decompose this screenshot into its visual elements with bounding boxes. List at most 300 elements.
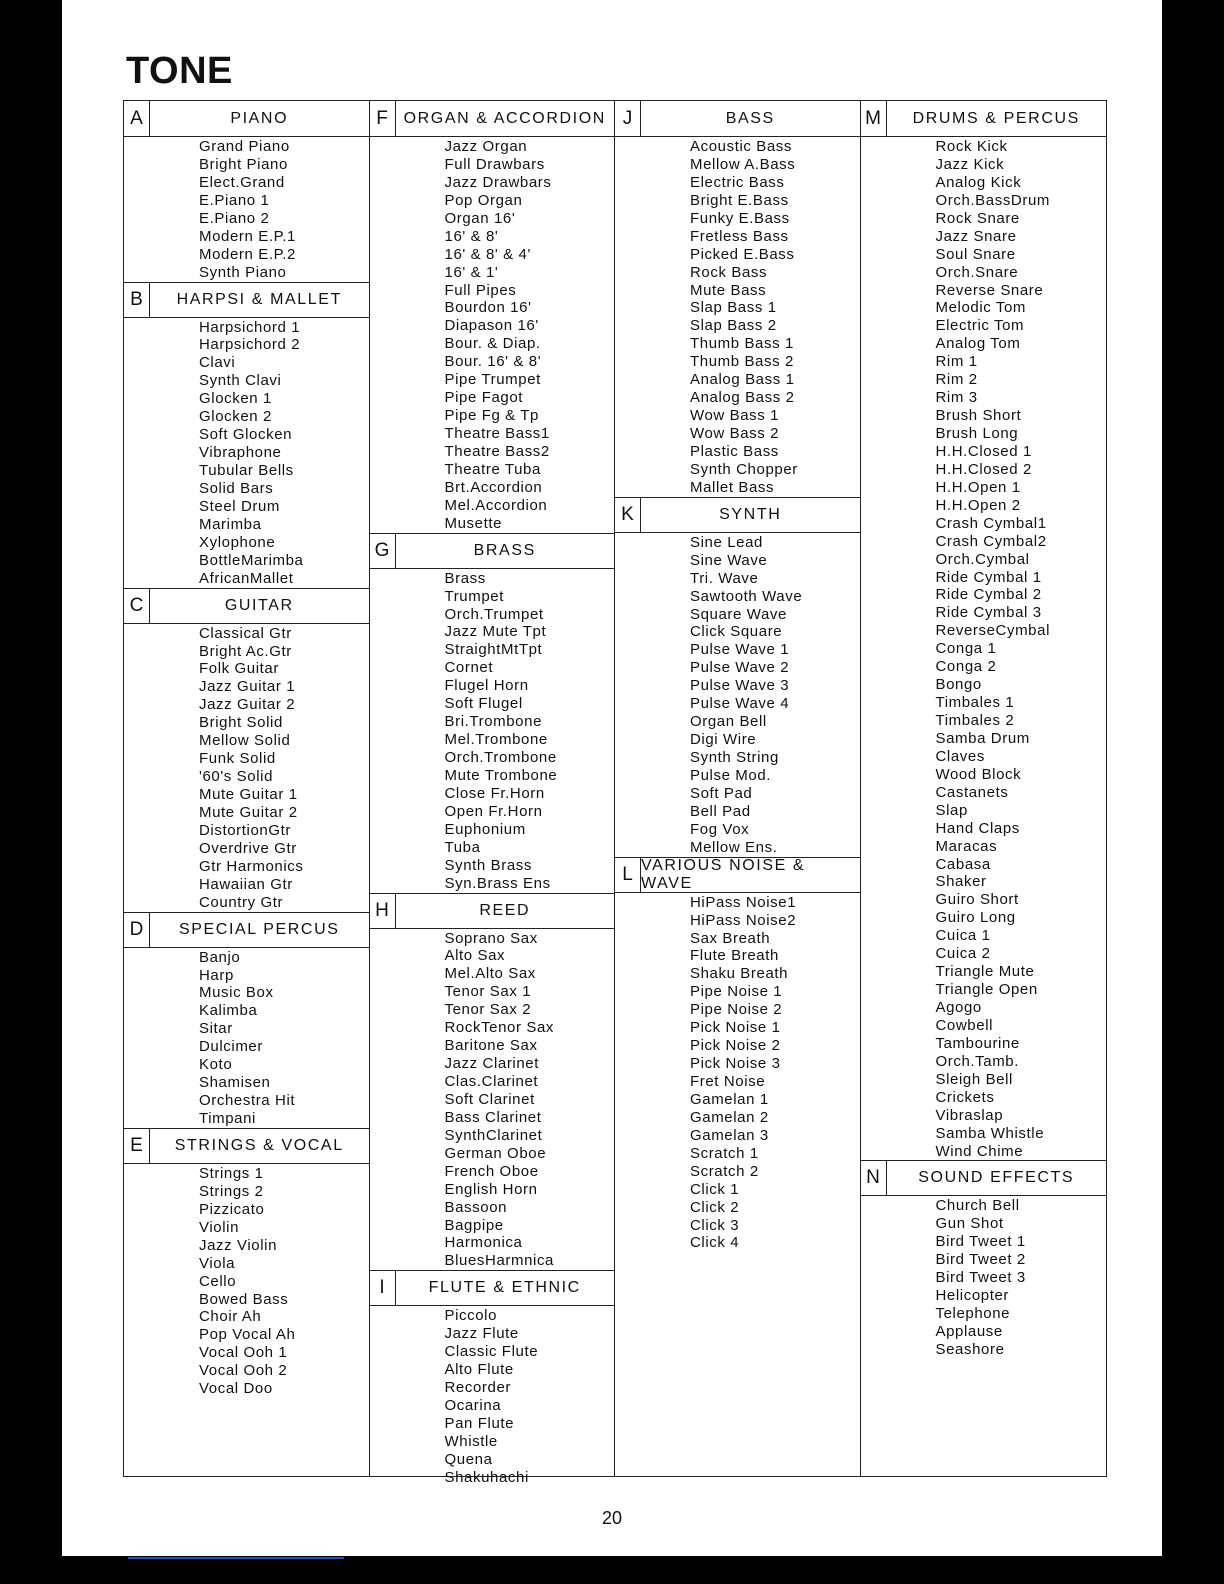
tone-item: Alto Flute (444, 1361, 514, 1379)
tone-item: Samba Whistle (935, 1124, 1045, 1142)
tone-item: Click 1 (690, 1180, 740, 1198)
tone-item: Pipe Noise 1 (690, 983, 783, 1001)
tone-table (123, 100, 1107, 1486)
tone-item: Pulse Mod. (690, 766, 772, 784)
section-letter: G (370, 534, 396, 568)
tone-item: Electric Tom (935, 317, 1025, 335)
tone-item: Jazz Flute (444, 1325, 519, 1343)
tone-item: Samba Drum (935, 729, 1030, 747)
tone-item: Classical Gtr (199, 624, 292, 642)
section-header (370, 1270, 615, 1306)
manual-page (62, 0, 1162, 1556)
section-letter: D (124, 913, 150, 947)
tone-item: Pick Noise 1 (690, 1019, 781, 1037)
section-header (124, 282, 369, 318)
tone-item: Mute Guitar 2 (199, 803, 298, 821)
tone-item: Analog Kick (935, 173, 1022, 191)
tone-item: DistortionGtr (199, 821, 291, 839)
tone-item: Mute Trombone (444, 766, 558, 784)
tone-item: Vocal Doo (199, 1380, 273, 1398)
section-name: STRINGS & VOCAL (174, 1136, 344, 1154)
tone-item: Electric Bass (690, 173, 785, 191)
tone-item: HiPass Noise1 (690, 893, 797, 911)
tone-item: Bour. 16' & 8' (444, 353, 542, 371)
tone-item: Bright Piano (199, 155, 288, 173)
tone-item: Bright Solid (199, 714, 283, 732)
tone-item: Rock Bass (690, 263, 768, 281)
tone-list (370, 1306, 615, 1486)
tone-item: Tenor Sax 2 (444, 1001, 532, 1019)
tone-item: Wow Bass 2 (690, 425, 780, 442)
tone-item: Wind Chime (935, 1142, 1024, 1160)
tone-item: Bright Ac.Gtr (199, 642, 292, 660)
tone-item: Analog Bass 1 (690, 371, 795, 389)
tone-item: Harp (199, 966, 234, 984)
tone-item: Telephone (935, 1305, 1011, 1323)
tone-item: Tri. Wave (690, 569, 759, 587)
tone-item: Grand Piano (199, 138, 290, 155)
tone-item: Cuica 2 (935, 945, 991, 963)
section-letter: B (124, 283, 150, 317)
tone-item: Flugel Horn (444, 677, 529, 695)
tone-item: Pipe Noise 2 (690, 1001, 783, 1019)
tone-item: Cuica 1 (935, 927, 991, 945)
tone-item: Vocal Ooh 2 (199, 1362, 288, 1380)
tone-item: Bell Pad (690, 802, 751, 820)
tone-item: SynthClarinet (444, 1126, 543, 1144)
tone-item: Cello (199, 1272, 237, 1290)
tone-item: Scratch 1 (690, 1144, 759, 1162)
tone-item: Fret Noise (690, 1073, 766, 1090)
tone-item: E.Piano 2 (199, 209, 270, 227)
tone-item: Mel.Alto Sax (444, 965, 536, 983)
tone-item: Funky E.Bass (690, 209, 790, 227)
section-header (370, 893, 615, 929)
tone-item: Maracas (935, 837, 998, 855)
tone-item: Jazz Clarinet (444, 1055, 539, 1073)
tone-item: Soft Glocken (199, 426, 293, 444)
section-letter: J (615, 101, 641, 136)
tone-item: Click 4 (690, 1234, 740, 1252)
tone-item: Koto (199, 1056, 233, 1074)
tone-item: Vibraphone (199, 444, 282, 462)
section-name: HARPSI & MALLET (176, 290, 342, 308)
tone-item: Pipe Trumpet (444, 371, 541, 389)
tone-column (124, 101, 370, 1476)
tone-item: Guiro Short (935, 891, 1019, 909)
tone-item: Conga 2 (935, 658, 997, 676)
section-name: PIANO (230, 109, 289, 127)
tone-item: Fog Vox (690, 820, 750, 838)
tone-item: Rock Snare (935, 209, 1020, 227)
tone-item: Conga 1 (935, 640, 997, 658)
section-name: BASS (725, 109, 775, 127)
tone-item: Ride Cymbal 1 (935, 568, 1042, 586)
tone-item: Slap (935, 801, 968, 819)
section-letter: C (124, 589, 150, 623)
tone-list (615, 893, 860, 1253)
section-letter: A (124, 101, 150, 136)
tone-item: Alto Sax (444, 947, 506, 965)
tone-item: Piccolo (444, 1307, 498, 1325)
tone-item: Seashore (935, 1340, 1005, 1358)
tone-item: Bowed Bass (199, 1290, 289, 1308)
tone-item: Full Pipes (444, 281, 517, 299)
tone-item: Ocarina (444, 1397, 502, 1414)
section-header (615, 857, 860, 893)
tone-item: Crash Cymbal1 (935, 514, 1047, 532)
section-header (370, 533, 615, 569)
tone-list (124, 624, 369, 912)
tone-item: Strings 1 (199, 1164, 264, 1182)
tone-item: Mellow Solid (199, 732, 291, 750)
tone-item: Music Box (199, 984, 274, 1002)
tone-item: Modern E.P.1 (199, 227, 296, 245)
section-header (615, 101, 860, 137)
section-letter: L (615, 858, 641, 892)
tone-item: Choir Ah (199, 1308, 262, 1326)
tone-item: Plastic Bass (690, 442, 779, 460)
tone-item: Square Wave (690, 605, 787, 623)
tone-item: Pan Flute (444, 1414, 515, 1432)
tone-item: Pulse Wave 1 (690, 641, 790, 659)
tone-item: Melodic Tom (935, 299, 1027, 317)
section-letter: F (370, 101, 396, 136)
tone-item: Cabasa (935, 855, 991, 873)
tone-item: Pop Organ (444, 191, 523, 209)
tone-item: Theatre Tuba (444, 460, 541, 478)
tone-item: Thumb Bass 2 (690, 353, 794, 371)
tone-item: '60's Solid (199, 768, 274, 786)
tone-item: Brass (444, 569, 486, 587)
tone-item: 16' & 8' (444, 227, 499, 245)
tone-item: Trumpet (444, 587, 504, 605)
section-name: VARIOUS NOISE & WAVE (641, 856, 806, 892)
tone-item: Thumb Bass 1 (690, 335, 794, 353)
tone-item: BluesHarmnica (444, 1252, 555, 1270)
tone-item: Mute Bass (690, 281, 767, 299)
tone-item: Close Fr.Horn (444, 784, 545, 802)
tone-item: Pulse Wave 3 (690, 677, 790, 695)
tone-item: Bourdon 16' (444, 299, 532, 317)
section-header (124, 588, 369, 624)
scan-border (0, 1556, 1224, 1584)
tone-item: Clas.Clarinet (444, 1073, 539, 1090)
tone-item: Mel.Accordion (444, 496, 548, 514)
tone-item: Open Fr.Horn (444, 802, 543, 820)
tone-item: French Oboe (444, 1162, 539, 1180)
tone-item: Xylophone (199, 533, 276, 551)
tone-item: Castanets (935, 783, 1009, 801)
tone-item: Orchestra Hit (199, 1092, 296, 1110)
tone-item: Gamelan 1 (690, 1090, 769, 1108)
tone-item: Tuba (444, 838, 481, 856)
tone-item: Brush Short (935, 407, 1022, 425)
tone-item: Pipe Fg & Tp (444, 407, 539, 425)
section-letter: K (615, 498, 641, 532)
tone-item: Rim 1 (935, 353, 978, 371)
tone-item: Crickets (935, 1088, 995, 1106)
tone-item: Pulse Wave 4 (690, 695, 790, 713)
tone-item: Vibraslap (935, 1106, 1004, 1124)
section-letter: I (370, 1271, 396, 1305)
tone-list (615, 137, 860, 497)
tone-item: Crash Cymbal2 (935, 532, 1047, 550)
tone-item: Gamelan 3 (690, 1126, 769, 1144)
tone-item: Full Drawbars (444, 155, 545, 173)
tone-item: Mallet Bass (690, 478, 775, 496)
tone-item: Sleigh Bell (935, 1070, 1013, 1088)
tone-item: Mel.Trombone (444, 731, 548, 749)
tone-item: Shaku Breath (690, 965, 789, 983)
tone-item: AfricanMallet (199, 569, 294, 587)
tone-item: Sax Breath (690, 929, 771, 947)
tone-item: Banjo (199, 948, 241, 966)
tone-item: Glocken 2 (199, 408, 272, 426)
tone-item: Glocken 1 (199, 390, 272, 408)
tone-item: Folk Guitar (199, 660, 279, 678)
tone-column (861, 101, 1107, 1476)
tone-item: ReverseCymbal (935, 622, 1050, 640)
tone-item: Picked E.Bass (690, 245, 795, 263)
tone-item: Jazz Mute Tpt (444, 623, 547, 641)
tone-item: Church Bell (935, 1197, 1020, 1215)
tone-item: Overdrive Gtr (199, 839, 297, 857)
tone-item: Bright E.Bass (690, 191, 789, 209)
tone-item: HiPass Noise2 (690, 911, 797, 929)
tone-item: Organ 16' (444, 209, 516, 227)
tone-item: Gtr Harmonics (199, 857, 304, 875)
tone-item: Click 2 (690, 1198, 740, 1216)
tone-item: Violin (199, 1218, 240, 1236)
tone-item: Syn.Brass Ens (444, 874, 551, 892)
section-header (615, 497, 860, 533)
tone-item: Harpsichord 1 (199, 318, 301, 336)
tone-item: Soprano Sax (444, 929, 538, 947)
page-title: TONE (126, 50, 233, 92)
tone-item: Scratch 2 (690, 1162, 759, 1180)
tone-item: Sine Wave (690, 551, 768, 569)
tone-item: Funk Solid (199, 750, 276, 768)
tone-item: 16' & 1' (444, 263, 499, 281)
tone-item: Steel Drum (199, 497, 281, 515)
tone-item: Bird Tweet 3 (935, 1269, 1026, 1287)
tone-list (124, 948, 369, 1128)
section-header (124, 101, 369, 137)
tone-item: Bagpipe (444, 1216, 504, 1234)
tone-item: Bird Tweet 2 (935, 1251, 1026, 1269)
tone-item: Hawaiian Gtr (199, 875, 293, 893)
tone-item: Pick Noise 3 (690, 1055, 781, 1073)
tone-item: Solid Bars (199, 479, 274, 497)
tone-item: Gamelan 2 (690, 1108, 769, 1126)
tone-item: Triangle Mute (935, 963, 1035, 981)
section-header (861, 1160, 1107, 1196)
page-number: 20 (601, 1508, 623, 1528)
tone-item: Mute Guitar 1 (199, 786, 298, 803)
section-letter: H (370, 894, 396, 928)
tone-item: Timpani (199, 1110, 256, 1127)
tone-item: Pop Vocal Ah (199, 1326, 296, 1344)
tone-item: Fretless Bass (690, 227, 789, 245)
tone-item: Jazz Guitar 1 (199, 678, 296, 696)
tone-item: Sitar (199, 1020, 233, 1038)
section-header (124, 1128, 369, 1164)
tone-item: Strings 2 (199, 1182, 264, 1200)
tone-item: Pipe Fagot (444, 389, 524, 407)
scan-artifact-line (128, 1557, 344, 1559)
tone-item: Jazz Snare (935, 227, 1017, 245)
tone-item: Orch.Trumpet (444, 605, 544, 623)
tone-item: Bri.Trombone (444, 713, 543, 731)
tone-item: German Oboe (444, 1144, 547, 1162)
tone-item: Kalimba (199, 1002, 258, 1020)
tone-list (370, 929, 615, 1271)
section-name: SOUND EFFECTS (918, 1169, 1075, 1187)
tone-item: Analog Tom (935, 335, 1021, 353)
tone-item: H.H.Open 2 (935, 496, 1021, 514)
tone-item: Claves (935, 747, 985, 765)
tone-item: Bassoon (444, 1198, 508, 1216)
tone-item: RockTenor Sax (444, 1019, 555, 1037)
tone-item: Bongo (935, 676, 982, 694)
tone-item: Jazz Violin (199, 1236, 278, 1254)
tone-item: Harmonica (444, 1234, 523, 1252)
tone-item: Wood Block (935, 765, 1022, 783)
section-name: SPECIAL PERCUS (178, 920, 340, 938)
section-name: FLUTE & ETHNIC (428, 1279, 581, 1297)
tone-item: Dulcimer (199, 1038, 263, 1056)
tone-list (124, 1164, 369, 1398)
tone-item: Hand Claps (935, 819, 1020, 837)
tone-item: Mellow A.Bass (690, 155, 796, 173)
tone-item: Soft Flugel (444, 695, 523, 713)
tone-item: Theatre Bass2 (444, 442, 550, 460)
tone-item: Tubular Bells (199, 462, 294, 479)
section-letter: E (124, 1129, 150, 1163)
tone-item: Vocal Ooh 1 (199, 1344, 288, 1362)
tone-item: Organ Bell (690, 713, 767, 731)
tone-item: Synth Brass (444, 856, 532, 874)
tone-item: Modern E.P.2 (199, 245, 296, 263)
section-name: BRASS (473, 541, 536, 559)
tone-item: Brt.Accordion (444, 478, 543, 496)
tone-item: Wow Bass 1 (690, 407, 780, 425)
tone-item: Rim 2 (935, 371, 978, 389)
tone-item: Ride Cymbal 2 (935, 586, 1042, 604)
tone-item: Cowbell (935, 1016, 994, 1034)
tone-item: Orch.Snare (935, 263, 1019, 281)
tone-item: Quena (444, 1450, 493, 1468)
tone-item: Mellow Ens. (690, 838, 778, 856)
section-letter: M (861, 101, 887, 136)
tone-list (861, 137, 1107, 1160)
tone-item: Slap Bass 2 (690, 317, 777, 335)
tone-item: Orch.Trombone (444, 749, 557, 766)
tone-item: Agogo (935, 999, 982, 1016)
tone-item: Gun Shot (935, 1215, 1004, 1233)
tone-item: Ride Cymbal 3 (935, 604, 1042, 622)
tone-item: Slap Bass 1 (690, 299, 777, 317)
tone-item: Musette (444, 514, 503, 532)
tone-item: Bour. & Diap. (444, 335, 541, 353)
tone-item: 16' & 8' & 4' (444, 245, 531, 263)
tone-item: Helicopter (935, 1287, 1010, 1305)
tone-item: Baritone Sax (444, 1037, 538, 1055)
tone-list (615, 533, 860, 857)
tone-item: Timbales 2 (935, 712, 1015, 729)
tone-item: Acoustic Bass (690, 138, 793, 155)
tone-item: Triangle Open (935, 981, 1038, 999)
tone-item: Tambourine (935, 1034, 1020, 1052)
tone-item: Timbales 1 (935, 694, 1015, 712)
tone-item: Orch.Cymbal (935, 550, 1030, 568)
tone-item: Sine Lead (690, 533, 763, 551)
tone-list (861, 1196, 1107, 1358)
section-name: REED (479, 901, 531, 919)
section-header (124, 912, 369, 948)
tone-item: Synth String (690, 749, 779, 766)
tone-item: Elect.Grand (199, 173, 285, 191)
tone-item: Reverse Snare (935, 281, 1044, 299)
tone-item: Guiro Long (935, 909, 1016, 927)
tone-item: Shakuhachi (444, 1468, 529, 1486)
tone-item: Pizzicato (199, 1200, 265, 1218)
tone-item: Soft Pad (690, 784, 753, 802)
tone-item: Orch.BassDrum (935, 191, 1050, 209)
tone-item: Bird Tweet 1 (935, 1233, 1026, 1251)
tone-list (124, 137, 369, 282)
tone-item: Cornet (444, 659, 494, 677)
tone-item: H.H.Closed 1 (935, 442, 1032, 460)
tone-item: Soul Snare (935, 245, 1016, 263)
tone-list (370, 137, 615, 533)
tone-item: Tenor Sax 1 (444, 983, 532, 1001)
tone-item: Orch.Tamb. (935, 1052, 1020, 1070)
tone-item: Applause (935, 1323, 1003, 1340)
tone-item: Whistle (444, 1432, 498, 1450)
tone-item: Euphonium (444, 820, 526, 838)
tone-item: E.Piano 1 (199, 191, 270, 209)
tone-item: Viola (199, 1254, 236, 1272)
tone-list (370, 569, 615, 893)
tone-item: Classic Flute (444, 1343, 539, 1361)
tone-item: Brush Long (935, 425, 1019, 442)
tone-item: Harpsichord 2 (199, 336, 301, 354)
tone-column (370, 101, 616, 1486)
section-name: ORGAN & ACCORDION (403, 109, 606, 127)
tone-item: Clavi (199, 354, 236, 372)
tone-item: H.H.Open 1 (935, 478, 1021, 496)
section-letter: N (861, 1161, 887, 1195)
tone-item: Synth Clavi (199, 372, 282, 390)
tone-item: Rock Kick (935, 138, 1008, 155)
tone-item: Digi Wire (690, 731, 757, 749)
tone-item: Rim 3 (935, 389, 978, 407)
tone-list (124, 318, 369, 588)
tone-item: Flute Breath (690, 947, 779, 965)
tone-item: Bass Clarinet (444, 1108, 542, 1126)
section-name: DRUMS & PERCUS (912, 109, 1080, 127)
tone-item: Analog Bass 2 (690, 389, 795, 407)
tone-item: Pulse Wave 2 (690, 659, 790, 677)
tone-item: Recorder (444, 1379, 511, 1397)
tone-item: Jazz Organ (444, 138, 528, 155)
tone-item: H.H.Closed 2 (935, 460, 1032, 478)
tone-item: Jazz Kick (935, 155, 1005, 173)
section-header (861, 101, 1107, 137)
tone-item: Theatre Bass1 (444, 425, 550, 442)
